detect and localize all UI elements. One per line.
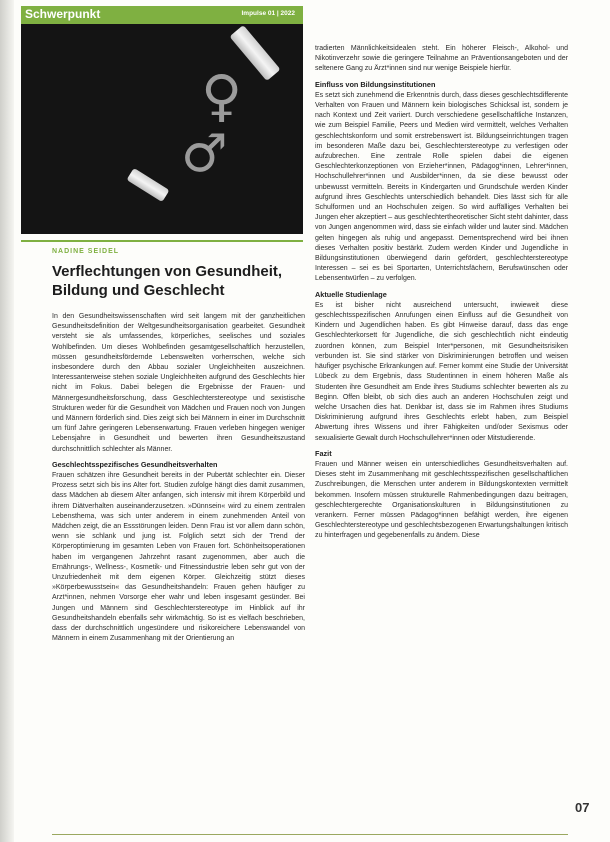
female-symbol-icon: ♀ — [201, 64, 243, 129]
section-heading: Geschlechtsspezifisches Gesundheitsverhalten — [52, 459, 218, 469]
issue-label: Impulse 01 | 2022 — [241, 10, 295, 17]
chalk-piece — [126, 168, 169, 202]
article-title: Verflechtungen von Gesundheit, Bildung und Geschlecht — [52, 263, 283, 299]
male-symbol-icon: ♂ — [181, 124, 228, 184]
continuation-paragraph: tradierten Männlichkeitsidealen steht. Ein höherer Fleisch-, Alkohol- und Nikotinverzehr sowie die geringere Teilnahme an Präventionsangeboten und der seltenere Gang zu Ärzt*innen sind nur wenige Beispiele hierfür. — [315, 45, 568, 73]
accent-divider — [21, 240, 303, 242]
section-header-bar — [21, 6, 303, 24]
section-heading: Einfluss von Bildungsinstitutionen — [315, 79, 436, 89]
section-heading: Fazit — [315, 448, 332, 458]
section-heading: Aktuelle Studienlage — [315, 289, 387, 299]
article-author: NADINE SEIDEL — [52, 248, 120, 255]
footer-divider — [52, 834, 568, 835]
section-paragraph: Es setzt sich zunehmend die Erkenntnis durch, dass dieses geschlechtsdifferente Verhalten von Frauen und Männern kein biologisches Schicksal ist, sondern je nach Kontext und Zeit variiert. Durch verschiedene gesellschaftliche Instanzen, wie zum Beispiel Familie, Peers und Medien wird vermittelt, welches Verhalten geschlechtskonform und somit erstrebenswert ist. Bildungseinrichtungen tragen im besonderen Maße dazu bei, Geschlechterstereotype zu verfestigen oder aufzubrechen. Eine zentrale Rolle spielen dabei die eigenen Geschlechterkonzeptionen von Erzieher*innen, Pädagog*innen, Lehrer*innen, Hochschullehrer*innen und Ausbilder*innen, da sie diese bewusst oder unbewusst vermitteln. Bereits in Kindergarten und Grundschule werden Kinder aufgrund ihres Geschlechts unterschiedlich behandelt. Dies lässt sich für alle Schulformen und an Hochschulen zeigen. So wird auffälliges Verhalten bei Jungen eher akzeptiert – aus geschlechtertheoretischer Sicht steht dahinter, dass von Jungen angenommen wird, dass sie einfach wilder und lauter sind. Mädchen gelten hingegen als ruhig und angepasst. Dementsprechend wird bei ihnen dieses Verhalten positiv bestärkt. Zudem werden Kinder und Jugendliche in Bildungsinstitutionen überwiegend darin gefördert, geschlechterstereotype Interessen – sei es bei Sportarten, Unterrichtsfächern, Berufswünschen oder Lebensentwürfen – zu verfolgen. — [315, 91, 568, 283]
section-paragraph: Frauen und Männer weisen ein unterschiedliches Gesundheitsverhalten auf. Dieses steht im Zusammenhang mit geschlechtsspezifischen gesellschaftlichen Zuschreibungen, die Menschen unter anderem in Bildungskontexten vermittelt bekommen. Insofern müssen strukturelle Rahmenbedingungen dazu beitragen, geschlechtergerechte Organisationskulturen in Bildungsinstitutionen zu verankern. Ferner müssen Pädagog*innen befähigt werden, ihre eigenen Geschlechterstereotype und geschlechtsbezogenen Erwartungshaltungen kritisch zu hinterfragen und gegebenenfalls zu ändern. Diese — [315, 460, 568, 540]
text-column-left — [52, 312, 305, 645]
section-label: Schwerpunkt — [25, 7, 101, 21]
page-number: 07 — [575, 800, 590, 815]
intro-paragraph: In den Gesundheitswissenschaften wird seit langem mit der ganzheitlichen Gesundheitsdefinition der Weltgesundheitsorganisation gearbeitet. Gesundheit versteht sie als umfassendes, körperliches, seelisches und soziales Wohlbefinden. Um dieses Wohlbefinden gesamtgesellschaftlich herzustellen, müssen gesundheitsfördernde Lebenswelten vorherrschen, welche sich insbesondere durch den Abbau sozialer Ungleichheiten auszeichnen. Interessanterweise stehen soziale Ungleichheiten aufgrund des Geschlechts hier nicht im Fokus. Dabei belegen die Ergebnisse der Frauen- und Männergesundheitsforschung, dass Geschlechterstereotype und sexistische Strukturen weder für die Gesundheit von Mädchen und Frauen noch von Jungen und Männern förderlich sind. Dies zeigt sich bei Männern in einer im Durchschnitt um fünf Jahre geringeren Lebenserwartung. Frauen verleben hingegen weniger Lebensjahre in Gesundheit und bewerten ihren Gesundheitszustand durchschnittlich schlechter als Männer. — [52, 313, 305, 453]
text-column-right — [315, 44, 568, 542]
section-paragraph: Frauen schätzen ihre Gesundheit bereits in der Pubertät schlechter ein. Dieser Prozess setzt sich bis ins Alter fort. Studien zufolge hängt dies damit zusammen, dass Mädchen ab diesem Alter anfangen, sich intensiv mit ihrem Körperbild und ihrem Diätverhalten auseinanderzusetzen. »Dünnsein« wird zu einem zentralen Lebensthema, was sich unter anderem in einem zunehmenden Anteil von Mädchen zeigt, die an Essstörungen leiden. Denn Frau ist vor allem dann schön, wenn sie schlank und jung ist. Folglich setzt sich der Trend der Körperoptimierung im gesamten Leben von Frauen fort. Schönheitsoperationen haben im vergangenen Jahrzehnt rasant zugenommen, aber auch die Ernährungs-, Wellness-, Kosmetik- und Fitnessindustrie leben sehr gut von der Unzufriedenheit mit dem eigenen Körper. Gleichzeitig stützt dieses »Körperbewusstsein« das Gesundheitshandeln: Frauen gehen häufiger zu Arzt*innen, nehmen Vorsorge eher wahr und leben insgesamt gesünder. Bei Jungen und Männern sind Geschlechterstereotype im Hinblick auf ihr Gesundheitshandeln ebenfalls sehr wirkmächtig. So ist es vielfach beschrieben, dass der durchschnittlich ungesündere und risikoreichere Lebenswandel von Männern in einem Zusammenhang mit der Orientierung an — [52, 472, 305, 643]
section-paragraph: Es ist bisher nicht ausreichend untersucht, inwieweit diese geschlechtsspezifischen Anrufungen einen Einfluss auf die Gesundheit von Kindern und Jugendlichen haben. Es gibt Hinweise darauf, dass das enge Geschlechterkorsett für Jugendliche, die sich geschlechtlich nicht eindeutig zuordnen können, zum Beispiel Inter*personen, mit Gesundheitsrisiken verbunden ist. Sie sind stärker von Diskriminierungen betroffen und weisen häufiger psychische Erkrankungen auf. Ferner kommt eine Studie der Universität Lübeck zu dem Ergebnis, dass Studentinnen in einem höheren Maße als Studenten ihre Gesundheit am Ende ihres Studiums schlechter bewerten als zu Beginn. Offen bleibt, ob sich dies auch an anderen Hochschulen zeigt und welche Ursachen dies hat. Denkbar ist, dass sie im Rahmen ihres Studiums Diskriminierung aufgrund ihres Geschlechts erlebt haben, zum Beispiel Abwertung ihres Wissens und ihrer Fähigkeiten und/oder Sexismus oder sexualisierte Gewalt durch Hochschullehrer*innen oder Mitstudierende. — [315, 301, 568, 442]
chalkboard-photo — [21, 24, 303, 234]
scan-edge-shadow — [0, 0, 14, 842]
